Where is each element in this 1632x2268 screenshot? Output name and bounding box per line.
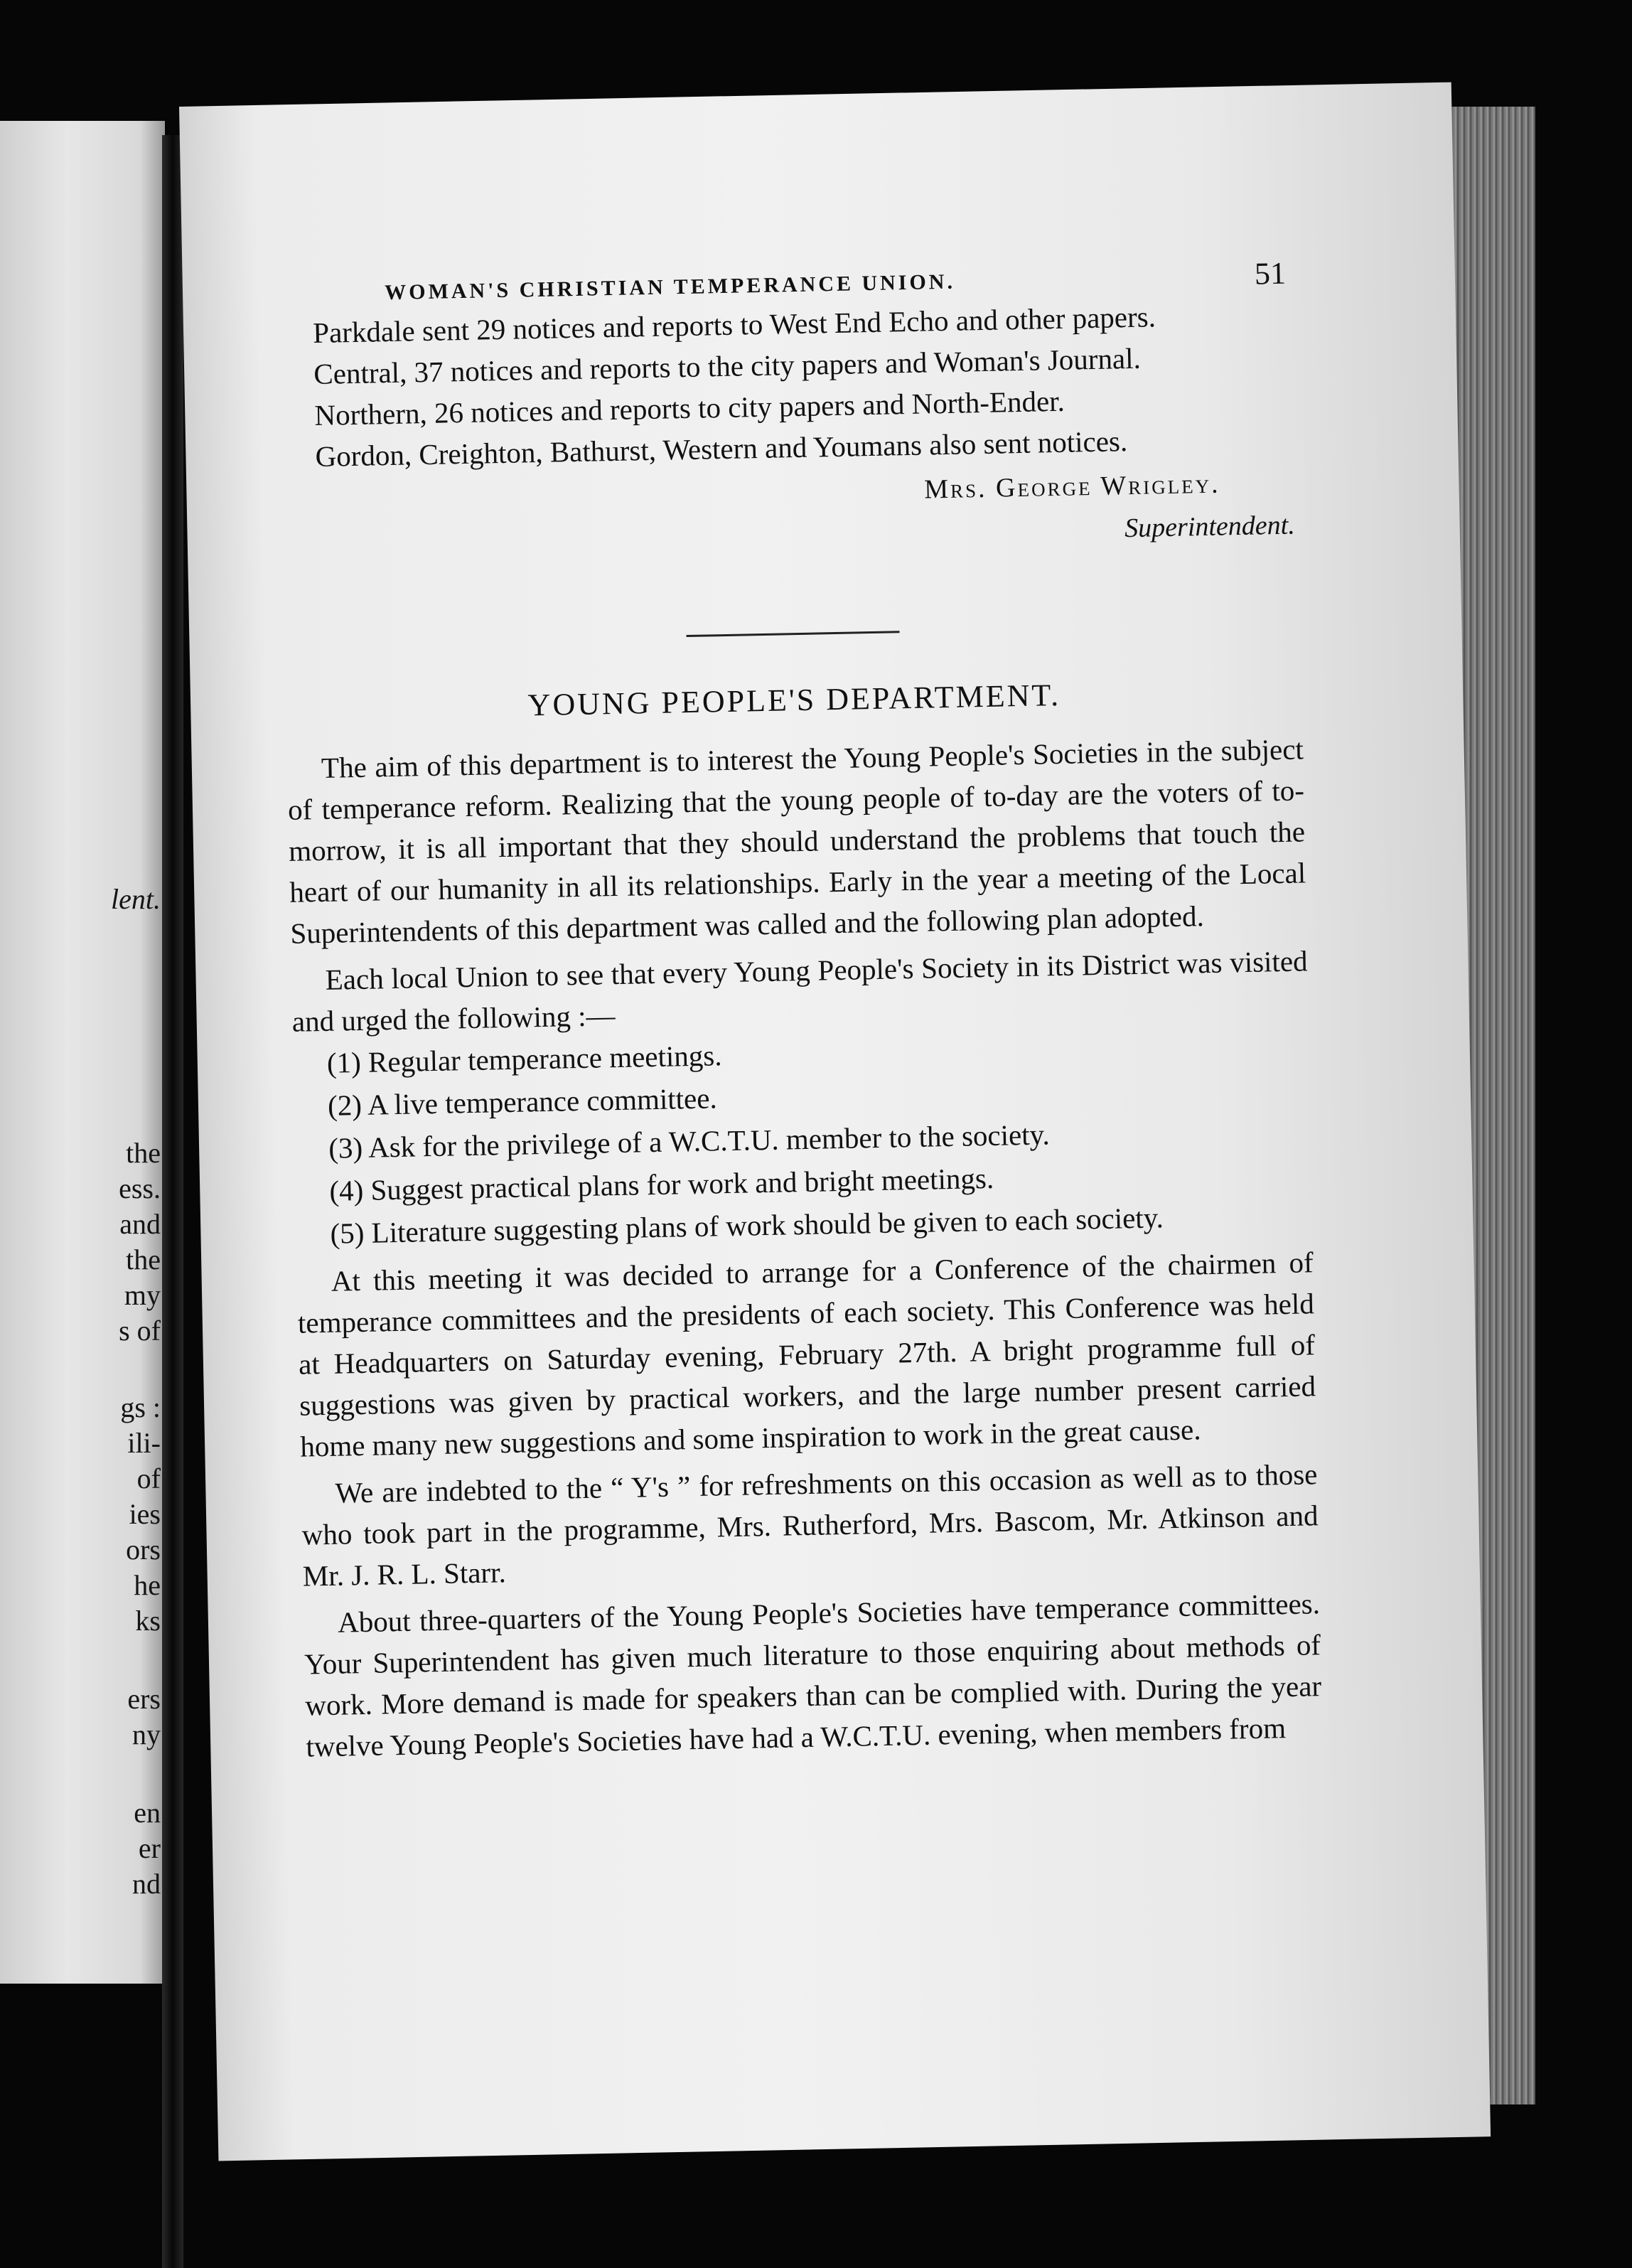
page-number: 51 bbox=[1254, 255, 1287, 291]
plan-item: (2) A live temperance committee. bbox=[327, 1081, 718, 1122]
facing-page-fragment: the bbox=[126, 1243, 161, 1275]
section-divider bbox=[687, 631, 900, 637]
facing-page-fragment: ks bbox=[135, 1605, 161, 1637]
facing-page-fragment: ess. bbox=[119, 1172, 161, 1204]
report-paragraph: Northern, 26 notices and reports to city papers and North-Ender. bbox=[314, 384, 1065, 432]
facing-page-fragment: of bbox=[136, 1462, 161, 1494]
young-peoples-section bbox=[286, 672, 1323, 1767]
facing-page-text-fragments bbox=[47, 121, 161, 1984]
facing-page-fragment: ers bbox=[127, 1683, 161, 1715]
facing-page-fragment: ors bbox=[126, 1534, 161, 1566]
signature-name: Mrs. George Wrigley. bbox=[923, 469, 1220, 505]
report-paragraph: Central, 37 notices and reports to the city papers and Woman's Journal. bbox=[313, 341, 1142, 391]
book-gutter bbox=[162, 135, 183, 2268]
plan-item: (3) Ask for the privilege of a W.C.T.U. member to the society. bbox=[328, 1118, 1051, 1165]
facing-page-fragment: my bbox=[124, 1279, 161, 1311]
thanks-paragraph: We are indebted to the “ Y's ” for refreshments on this occasion as well as to those who took part in the programme, Mrs. Rutherford, Mrs. Bascom, Mr. Atkinson and Mr. J. R. L. Starr. bbox=[301, 1457, 1319, 1593]
conference-paragraph: At this meeting it was decided to arrange for a Conference of the chairmen of temperance committees and the presidents of each society. This Conference was held at Headquarters on Saturday evening, February 27th. A bright programme full of suggestions was given by practical workers, and the large number present carried home many new suggestions and some inspiration to work in the great cause. bbox=[297, 1246, 1316, 1463]
running-title: WOMAN'S CHRISTIAN TEMPERANCE UNION. bbox=[384, 269, 956, 305]
facing-page-fragment: and bbox=[119, 1208, 161, 1240]
plan-item: (4) Suggest practical plans for work and bright meetings. bbox=[329, 1161, 994, 1207]
page-content bbox=[277, 230, 1323, 1767]
plan-list bbox=[292, 1022, 1312, 1255]
intro-paragraph: The aim of this department is to interest the Young People's Societies in the subject of temperance reform. Realizing that the young people of to-day are the voters of to-morrow, it is all important that they should understand the problems that touch the heart of our humanity in all its relationships. Early in the year a meeting of the Local Superintendents of this department was called and the following plan adopted. bbox=[287, 732, 1306, 950]
report-paragraph: Parkdale sent 29 notices and reports to West End Echo and other papers. bbox=[312, 300, 1156, 350]
facing-page-fragment: lent. bbox=[111, 883, 161, 915]
facing-page-fragment: en bbox=[134, 1797, 161, 1829]
plan-item: (1) Regular temperance meetings. bbox=[326, 1039, 722, 1079]
signature-title: Superintendent. bbox=[1124, 510, 1296, 544]
section-heading: YOUNG PEOPLE'S DEPARTMENT. bbox=[527, 677, 1061, 723]
plan-intro-paragraph: Each local Union to see that every Young People's Society in its District was visited and urged the following :— bbox=[291, 944, 1308, 1038]
facing-page-edge bbox=[0, 121, 165, 1984]
facing-page-fragment: s of bbox=[119, 1315, 161, 1347]
signature-block bbox=[281, 461, 1299, 565]
facing-page-fragment: nd bbox=[132, 1868, 161, 1900]
press-report-section bbox=[279, 294, 1300, 566]
facing-page-fragment: ies bbox=[129, 1498, 161, 1530]
facing-page-fragment: ili- bbox=[127, 1427, 161, 1459]
plan-item: (5) Literature suggesting plans of work should be given to each society. bbox=[330, 1201, 1164, 1250]
facing-page-fragment: the bbox=[126, 1137, 161, 1169]
report-paragraph: Gordon, Creighton, Bathurst, Western and Youmans also sent notices. bbox=[315, 424, 1128, 474]
facing-page-fragment: ny bbox=[132, 1718, 161, 1750]
facing-page-fragment: er bbox=[138, 1832, 161, 1864]
facing-page-fragment: he bbox=[134, 1569, 161, 1601]
facing-page-fragment: gs : bbox=[120, 1391, 161, 1423]
closing-paragraph: About three-quarters of the Young People's Societies have temperance committees. Your Superintendent has given much literature to those enquiring about methods of work. More demand is made for speakers than can be complied with. During the year twelve Young People's Societies have had a W.C.T.U. evening, when members from bbox=[304, 1587, 1322, 1763]
